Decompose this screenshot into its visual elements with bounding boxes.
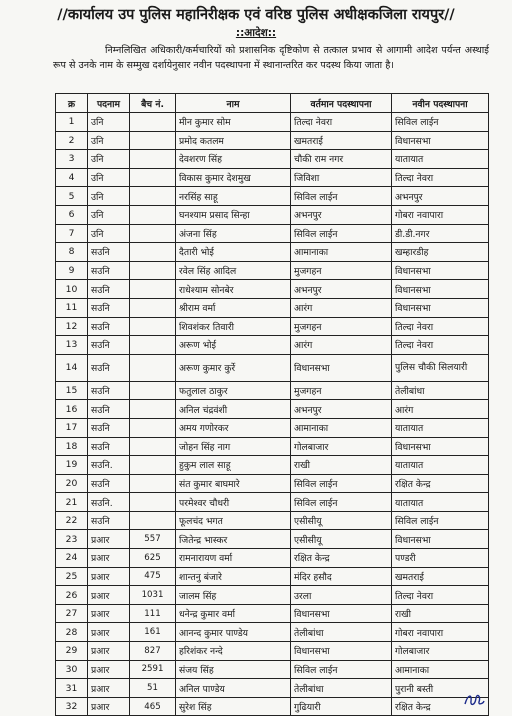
table-row bbox=[56, 418, 489, 437]
batch-cell bbox=[130, 113, 176, 132]
current-posting-cell: गोलबाजार bbox=[291, 437, 392, 456]
name-cell: प्रमोद कतलम bbox=[176, 131, 291, 150]
batch-cell bbox=[130, 187, 176, 206]
col-header-name: नाम bbox=[176, 94, 291, 113]
name-cell: श्रीराम वर्मा bbox=[176, 298, 291, 317]
current-posting-cell: विधानसभा bbox=[291, 642, 392, 661]
current-posting-cell: विधानसभा bbox=[291, 604, 392, 623]
rank-cell: प्रआर bbox=[88, 604, 130, 623]
name-cell: शिवशंकर तिवारी bbox=[176, 317, 291, 336]
current-posting-cell: रक्षित केन्द्र bbox=[291, 549, 392, 568]
order-heading: ::आदेश:: bbox=[235, 27, 277, 39]
new-posting-cell: गोबरा नवापारा bbox=[392, 205, 489, 224]
name-cell: अनिल पाण्डेय bbox=[176, 679, 291, 698]
batch-cell: 51 bbox=[130, 679, 176, 698]
rank-cell: उनि bbox=[88, 131, 130, 150]
serial-cell: 17 bbox=[56, 418, 88, 437]
serial-cell: 21 bbox=[56, 493, 88, 512]
new-posting-cell: विधानसभा bbox=[392, 131, 489, 150]
table-row bbox=[56, 679, 489, 698]
table-row bbox=[56, 298, 489, 317]
name-cell: फूलचंद भगत bbox=[176, 511, 291, 530]
new-posting-cell: खम्हारडीह bbox=[392, 243, 489, 262]
name-cell: जोहन सिंह नाग bbox=[176, 437, 291, 456]
current-posting-cell: सिविल लाईन bbox=[291, 660, 392, 679]
table-row bbox=[56, 168, 489, 187]
table-row bbox=[56, 511, 489, 530]
transfer-table bbox=[55, 93, 489, 716]
rank-cell: सउनि bbox=[88, 437, 130, 456]
new-posting-cell: तेलीबांधा bbox=[392, 381, 489, 400]
batch-cell: 475 bbox=[130, 567, 176, 586]
new-posting-cell: विधानसभा bbox=[392, 280, 489, 299]
rank-cell: सउनि bbox=[88, 474, 130, 493]
current-posting-cell: अभनपुर bbox=[291, 205, 392, 224]
batch-cell: 827 bbox=[130, 642, 176, 661]
rank-cell: प्रआर bbox=[88, 679, 130, 698]
table-row bbox=[56, 604, 489, 623]
rank-cell: सउनि bbox=[88, 418, 130, 437]
serial-cell: 16 bbox=[56, 400, 88, 419]
serial-cell: 12 bbox=[56, 317, 88, 336]
rank-cell: सउनि bbox=[88, 298, 130, 317]
rank-cell: प्रआर bbox=[88, 623, 130, 642]
current-posting-cell: आमानाका bbox=[291, 418, 392, 437]
table-row bbox=[56, 280, 489, 299]
serial-cell: 9 bbox=[56, 261, 88, 280]
table-row bbox=[56, 586, 489, 605]
batch-cell: 2591 bbox=[130, 660, 176, 679]
name-cell: जितेन्द्र भास्कर bbox=[176, 530, 291, 549]
batch-cell bbox=[130, 354, 176, 381]
serial-cell: 29 bbox=[56, 642, 88, 661]
batch-cell: 1031 bbox=[130, 586, 176, 605]
rank-cell: उनि bbox=[88, 168, 130, 187]
current-posting-cell: मुजगहन bbox=[291, 261, 392, 280]
batch-cell bbox=[130, 511, 176, 530]
current-posting-cell: मुजगहन bbox=[291, 317, 392, 336]
serial-cell: 3 bbox=[56, 150, 88, 169]
rank-cell: प्रआर bbox=[88, 530, 130, 549]
table-row bbox=[56, 187, 489, 206]
rank-cell: सउनि bbox=[88, 381, 130, 400]
serial-cell: 23 bbox=[56, 530, 88, 549]
name-cell: हरिशंकर नन्दे bbox=[176, 642, 291, 661]
col-header-current-posting: वर्तमान पदस्थापना bbox=[291, 94, 392, 113]
batch-cell: 161 bbox=[130, 623, 176, 642]
order-intro-paragraph: निम्नलिखित अधिकारी/कर्मचारियों को प्रशासनिक दृष्टिकोण से तत्काल प्रभाव से आगामी आदेश पर्यन्त अस्थाई रूप से उनके नाम के सम्मुख दर्शायेनुसार नवीन पदस्थापना में स्थानान्तरित कर पदस्थ किया जाता है। bbox=[53, 45, 489, 71]
rank-cell: सउनि. bbox=[88, 493, 130, 512]
new-posting-cell: तिल्दा नेवरा bbox=[392, 168, 489, 187]
serial-cell: 6 bbox=[56, 205, 88, 224]
new-posting-cell: पुलिस चौकी सिलयारी bbox=[392, 354, 489, 381]
table-row bbox=[56, 243, 489, 262]
new-posting-cell: पुरानी बस्ती bbox=[392, 679, 489, 698]
name-cell: फतुलाल ठाकुर bbox=[176, 381, 291, 400]
new-posting-cell: राखी bbox=[392, 604, 489, 623]
rank-cell: प्रआर bbox=[88, 642, 130, 661]
batch-cell bbox=[130, 418, 176, 437]
rank-cell: सउनि bbox=[88, 280, 130, 299]
batch-cell bbox=[130, 456, 176, 475]
table-row bbox=[56, 456, 489, 475]
rank-cell: सउनि bbox=[88, 511, 130, 530]
serial-cell: 22 bbox=[56, 511, 88, 530]
serial-cell: 24 bbox=[56, 549, 88, 568]
table-row bbox=[56, 205, 489, 224]
table-row bbox=[56, 113, 489, 132]
new-posting-cell: खमतराई bbox=[392, 567, 489, 586]
new-posting-cell: पण्डरी bbox=[392, 549, 489, 568]
table-row bbox=[56, 474, 489, 493]
table-row bbox=[56, 642, 489, 661]
current-posting-cell: आरंग bbox=[291, 336, 392, 355]
col-header-rank: पदनाम bbox=[88, 94, 130, 113]
name-cell: संत कुमार बाघमारे bbox=[176, 474, 291, 493]
current-posting-cell: उरला bbox=[291, 586, 392, 605]
name-cell: दैतारी भोई bbox=[176, 243, 291, 262]
new-posting-cell: गोलबाजार bbox=[392, 642, 489, 661]
serial-cell: 1 bbox=[56, 113, 88, 132]
serial-cell: 28 bbox=[56, 623, 88, 642]
page-title: //कार्यालय उप पुलिस महानिरीक्षक एवं वरिष्ठ पुलिस अधीक्षकजिला रायपुर// bbox=[57, 7, 455, 23]
current-posting-cell: जिविशा bbox=[291, 168, 392, 187]
table-row bbox=[56, 437, 489, 456]
rank-cell: उनि bbox=[88, 224, 130, 243]
name-cell: रामनारायण वर्मा bbox=[176, 549, 291, 568]
serial-cell: 2 bbox=[56, 131, 88, 150]
new-posting-cell: यातायात bbox=[392, 150, 489, 169]
new-posting-cell: विधानसभा bbox=[392, 437, 489, 456]
name-cell: अरूण भोई bbox=[176, 336, 291, 355]
rank-cell: प्रआर bbox=[88, 660, 130, 679]
rank-cell: सउनि bbox=[88, 354, 130, 381]
table-row bbox=[56, 354, 489, 381]
rank-cell: सउनि. bbox=[88, 456, 130, 475]
serial-cell: 26 bbox=[56, 586, 88, 605]
current-posting-cell: मुजगहन bbox=[291, 381, 392, 400]
rank-cell: सउनि bbox=[88, 400, 130, 419]
name-cell: परमेश्वर चौधरी bbox=[176, 493, 291, 512]
table-row bbox=[56, 381, 489, 400]
serial-cell: 25 bbox=[56, 567, 88, 586]
rank-cell: प्रआर bbox=[88, 549, 130, 568]
batch-cell bbox=[130, 474, 176, 493]
rank-cell: सउनि bbox=[88, 336, 130, 355]
name-cell: संजय सिंह bbox=[176, 660, 291, 679]
serial-cell: 10 bbox=[56, 280, 88, 299]
batch-cell bbox=[130, 437, 176, 456]
batch-cell bbox=[130, 317, 176, 336]
new-posting-cell: रक्षित केन्द्र bbox=[392, 474, 489, 493]
table-row bbox=[56, 697, 489, 716]
current-posting-cell: आमानाका bbox=[291, 243, 392, 262]
serial-cell: 15 bbox=[56, 381, 88, 400]
current-posting-cell: सिविल लाईन bbox=[291, 474, 392, 493]
batch-cell: 111 bbox=[130, 604, 176, 623]
batch-cell: 557 bbox=[130, 530, 176, 549]
serial-cell: 13 bbox=[56, 336, 88, 355]
batch-cell bbox=[130, 168, 176, 187]
name-cell: घनश्याम प्रसाद सिन्हा bbox=[176, 205, 291, 224]
new-posting-cell: विधानसभा bbox=[392, 530, 489, 549]
batch-cell bbox=[130, 381, 176, 400]
rank-cell: उनि bbox=[88, 113, 130, 132]
current-posting-cell: सिविल लाईन bbox=[291, 224, 392, 243]
table-row bbox=[56, 549, 489, 568]
serial-cell: 8 bbox=[56, 243, 88, 262]
new-posting-cell: विधानसभा bbox=[392, 298, 489, 317]
serial-cell: 5 bbox=[56, 187, 88, 206]
current-posting-cell: विधानसभा bbox=[291, 354, 392, 381]
batch-cell bbox=[130, 261, 176, 280]
table-header-row bbox=[56, 94, 489, 113]
current-posting-cell: चौकी राम नगर bbox=[291, 150, 392, 169]
col-header-new-posting: नवीन पदस्थापना bbox=[392, 94, 489, 113]
new-posting-cell: यातायात bbox=[392, 493, 489, 512]
rank-cell: सउनि bbox=[88, 243, 130, 262]
rank-cell: प्रआर bbox=[88, 567, 130, 586]
serial-cell: 32 bbox=[56, 697, 88, 716]
table-row bbox=[56, 336, 489, 355]
batch-cell bbox=[130, 493, 176, 512]
current-posting-cell: सिविल लाईन bbox=[291, 493, 392, 512]
name-cell: मीन कुमार सोम bbox=[176, 113, 291, 132]
table-row bbox=[56, 660, 489, 679]
rank-cell: सउनि bbox=[88, 261, 130, 280]
rank-cell: प्रआर bbox=[88, 586, 130, 605]
serial-cell: 27 bbox=[56, 604, 88, 623]
new-posting-cell: तिल्दा नेवरा bbox=[392, 336, 489, 355]
signature-icon bbox=[463, 692, 485, 708]
new-posting-cell: सिविल लाईन bbox=[392, 511, 489, 530]
current-posting-cell: सिविल लाईन bbox=[291, 187, 392, 206]
new-posting-cell: अभनपुर bbox=[392, 187, 489, 206]
serial-cell: 7 bbox=[56, 224, 88, 243]
serial-cell: 30 bbox=[56, 660, 88, 679]
table-row bbox=[56, 224, 489, 243]
serial-cell: 18 bbox=[56, 437, 88, 456]
batch-cell bbox=[130, 243, 176, 262]
name-cell: रवेल सिंह आदिल bbox=[176, 261, 291, 280]
serial-cell: 20 bbox=[56, 474, 88, 493]
table-row bbox=[56, 150, 489, 169]
name-cell: अंजना सिंह bbox=[176, 224, 291, 243]
table-row bbox=[56, 131, 489, 150]
table-row bbox=[56, 530, 489, 549]
table-row bbox=[56, 567, 489, 586]
name-cell: हुकुम लाल साहू bbox=[176, 456, 291, 475]
batch-cell: 465 bbox=[130, 697, 176, 716]
current-posting-cell: तिल्दा नेवरा bbox=[291, 113, 392, 132]
new-posting-cell: आरंग bbox=[392, 400, 489, 419]
table-row bbox=[56, 400, 489, 419]
current-posting-cell: खमतराई bbox=[291, 131, 392, 150]
serial-cell: 14 bbox=[56, 354, 88, 381]
name-cell: शान्तनु बंजारे bbox=[176, 567, 291, 586]
new-posting-cell: गोबरा नवापारा bbox=[392, 623, 489, 642]
name-cell: अमय गणोरकर bbox=[176, 418, 291, 437]
name-cell: जालम सिंह bbox=[176, 586, 291, 605]
rank-cell: प्रआर bbox=[88, 697, 130, 716]
current-posting-cell: अभनपुर bbox=[291, 400, 392, 419]
name-cell: विकास कुमार देशमुख bbox=[176, 168, 291, 187]
new-posting-cell: यातायात bbox=[392, 418, 489, 437]
table-row bbox=[56, 493, 489, 512]
new-posting-cell: तिल्दा नेवरा bbox=[392, 317, 489, 336]
rank-cell: उनि bbox=[88, 205, 130, 224]
batch-cell bbox=[130, 280, 176, 299]
batch-cell bbox=[130, 400, 176, 419]
rank-cell: सउनि bbox=[88, 317, 130, 336]
batch-cell: 625 bbox=[130, 549, 176, 568]
current-posting-cell: आरंग bbox=[291, 298, 392, 317]
name-cell: आनन्द कुमार पाण्डेय bbox=[176, 623, 291, 642]
current-posting-cell: मंदिर हसौद bbox=[291, 567, 392, 586]
batch-cell bbox=[130, 150, 176, 169]
current-posting-cell: अभनपुर bbox=[291, 280, 392, 299]
serial-cell: 19 bbox=[56, 456, 88, 475]
new-posting-cell: डी.डी.नगर bbox=[392, 224, 489, 243]
name-cell: अरूण कुमार कुर्रे bbox=[176, 354, 291, 381]
current-posting-cell: एसीसीयू bbox=[291, 511, 392, 530]
new-posting-cell: तिल्दा नेवरा bbox=[392, 586, 489, 605]
table-row bbox=[56, 317, 489, 336]
name-cell: देवशरण सिंह bbox=[176, 150, 291, 169]
new-posting-cell: सिविल लाईन bbox=[392, 113, 489, 132]
name-cell: धनेन्द्र कुमार वर्मा bbox=[176, 604, 291, 623]
new-posting-cell: विधानसभा bbox=[392, 261, 489, 280]
table-row bbox=[56, 261, 489, 280]
batch-cell bbox=[130, 131, 176, 150]
current-posting-cell: एसीसीयू bbox=[291, 530, 392, 549]
batch-cell bbox=[130, 224, 176, 243]
serial-cell: 11 bbox=[56, 298, 88, 317]
current-posting-cell: राखी bbox=[291, 456, 392, 475]
new-posting-cell: यातायात bbox=[392, 456, 489, 475]
serial-cell: 4 bbox=[56, 168, 88, 187]
new-posting-cell: रक्षित केन्द्र bbox=[392, 697, 489, 716]
rank-cell: उनि bbox=[88, 150, 130, 169]
name-cell: राधेश्याम सोनबेर bbox=[176, 280, 291, 299]
batch-cell bbox=[130, 298, 176, 317]
serial-cell: 31 bbox=[56, 679, 88, 698]
col-header-serial: क्र bbox=[56, 94, 88, 113]
rank-cell: उनि bbox=[88, 187, 130, 206]
batch-cell bbox=[130, 205, 176, 224]
batch-cell bbox=[130, 336, 176, 355]
col-header-batch: बैच नं. bbox=[130, 94, 176, 113]
new-posting-cell: आमानाका bbox=[392, 660, 489, 679]
current-posting-cell: तेलीबांधा bbox=[291, 679, 392, 698]
current-posting-cell: तेलीबांधा bbox=[291, 623, 392, 642]
table-row bbox=[56, 623, 489, 642]
current-posting-cell: गुढियारी bbox=[291, 697, 392, 716]
name-cell: सुरेश सिंह bbox=[176, 697, 291, 716]
name-cell: नरसिंह साहू bbox=[176, 187, 291, 206]
name-cell: अनिल चंद्रवंशी bbox=[176, 400, 291, 419]
